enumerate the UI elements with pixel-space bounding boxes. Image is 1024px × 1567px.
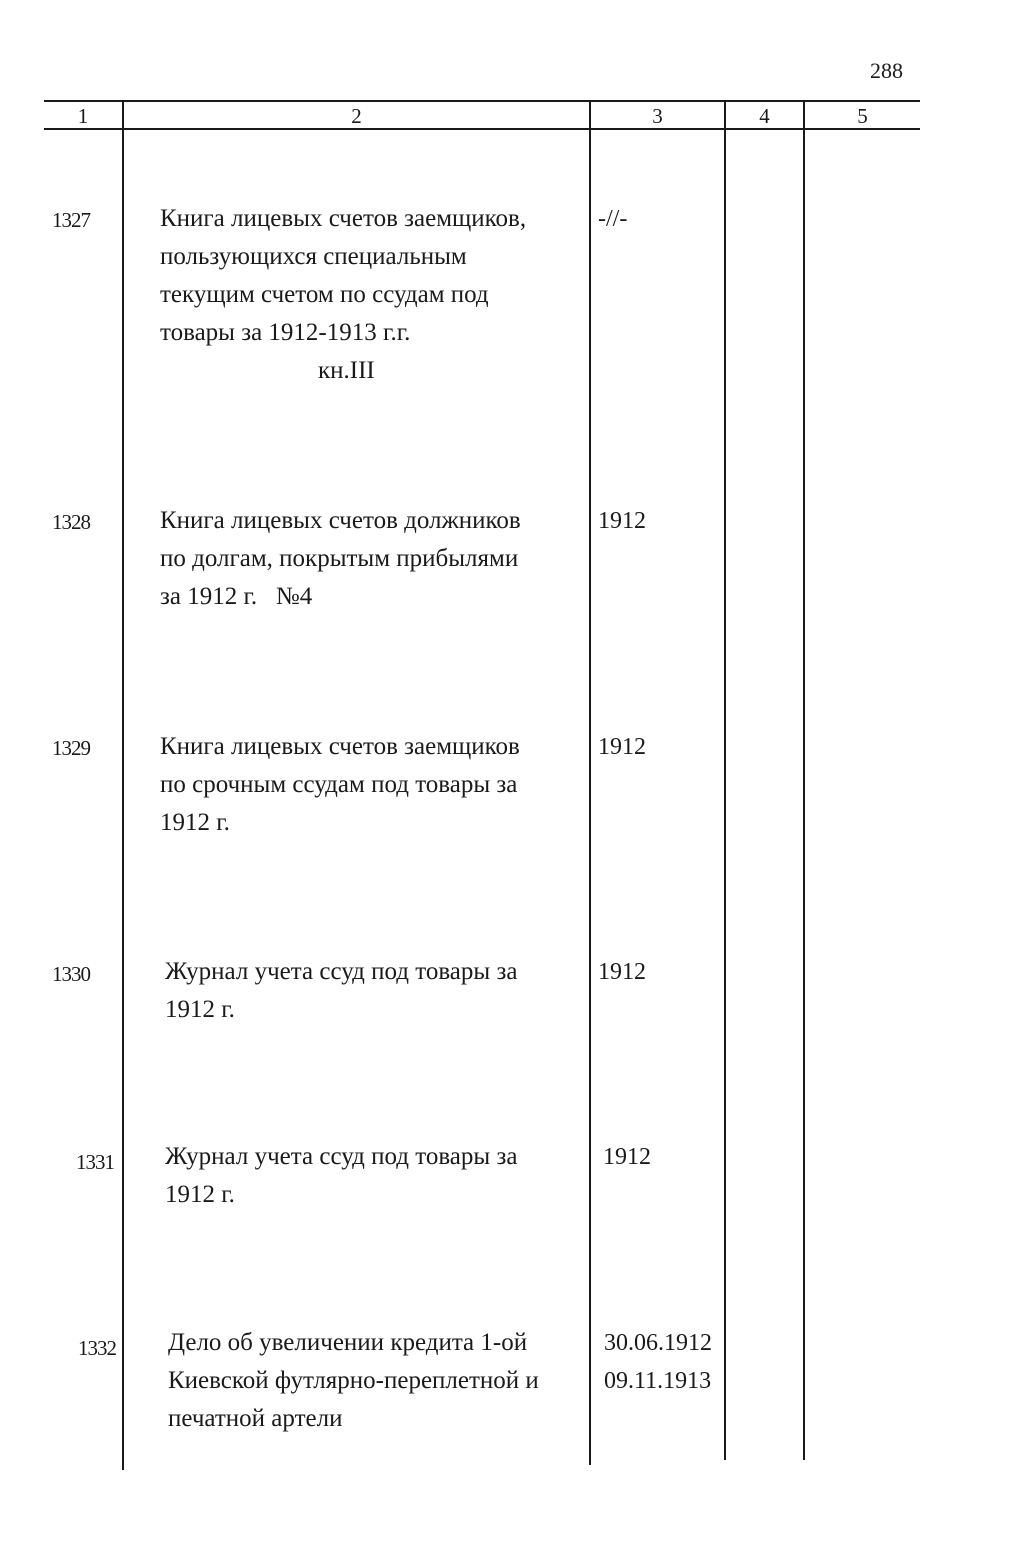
record-date — [598, 953, 728, 991]
record-title-line: Книга лицевых счетов заемщиков, — [160, 205, 527, 232]
record-title-line: за 1912 г. №4 — [160, 583, 313, 610]
record-title — [165, 1138, 562, 1214]
record-title — [160, 728, 562, 842]
record-date — [598, 728, 728, 766]
record-date-line: 1912 — [603, 1144, 651, 1170]
column-heading-3: 3 — [652, 104, 663, 128]
record-number: 1329 — [52, 736, 90, 760]
record-date-line: 1912 — [598, 508, 646, 534]
record-title — [160, 502, 562, 616]
column-heading-2: 2 — [351, 104, 362, 128]
record-number: 1332 — [78, 1336, 116, 1360]
record-title — [160, 200, 562, 390]
column-rule-2 — [589, 100, 591, 1465]
record-title — [168, 1324, 565, 1438]
column-rule-1 — [122, 100, 124, 1470]
record-title-line: Журнал учета ссуд под товары за — [165, 1143, 518, 1170]
record-title-line: по срочным ссудам под товары за — [160, 771, 518, 798]
header-top-rule — [44, 100, 920, 102]
record-title-line: 1912 г. — [165, 1181, 235, 1208]
record-title-line: Журнал учета ссуд под товары за — [165, 958, 518, 985]
record-date-line: 09.11.1913 — [604, 1368, 712, 1394]
record-number: 1331 — [76, 1150, 114, 1174]
record-subtitle: кн.III — [318, 357, 375, 384]
record-date — [598, 502, 728, 540]
record-title-line: Книга лицевых счетов должников — [160, 507, 521, 534]
record-title-line: товары за 1912-1913 г.г. — [160, 319, 411, 346]
record-title-line: пользующихся специальным — [160, 243, 467, 270]
record-title-line: печатной артели — [168, 1405, 343, 1432]
record-title-line: Книга лицевых счетов заемщиков — [160, 733, 520, 760]
page-number: 288 — [870, 58, 903, 83]
column-rule-4 — [803, 100, 805, 1460]
record-date-line: 1912 — [598, 959, 646, 985]
record-title-line: Дело об увеличении кредита 1-ой — [168, 1329, 528, 1356]
record-date — [604, 1324, 734, 1400]
record-date-line: 30.06.1912 — [604, 1330, 712, 1356]
column-rule-3 — [724, 100, 726, 1460]
column-heading-1: 1 — [77, 104, 89, 128]
column-heading-4: 4 — [759, 104, 770, 128]
record-title-line: по долгам, покрытым прибылями — [160, 545, 519, 572]
record-title — [165, 953, 562, 1029]
record-number: 1327 — [52, 208, 90, 232]
record-title-line: 1912 г. — [160, 809, 230, 836]
record-title-line: Киевской футлярно-переплетной и — [168, 1367, 539, 1394]
record-title-line: 1912 г. — [165, 996, 235, 1023]
record-title-line: текущим счетом по ссудам под — [160, 281, 489, 308]
record-date — [603, 1138, 733, 1176]
record-date-line: -//- — [598, 206, 628, 232]
record-number: 1330 — [52, 962, 90, 986]
record-date — [598, 200, 728, 238]
record-number: 1328 — [52, 510, 90, 534]
record-date-line: 1912 — [598, 734, 646, 760]
column-heading-5: 5 — [857, 104, 868, 128]
